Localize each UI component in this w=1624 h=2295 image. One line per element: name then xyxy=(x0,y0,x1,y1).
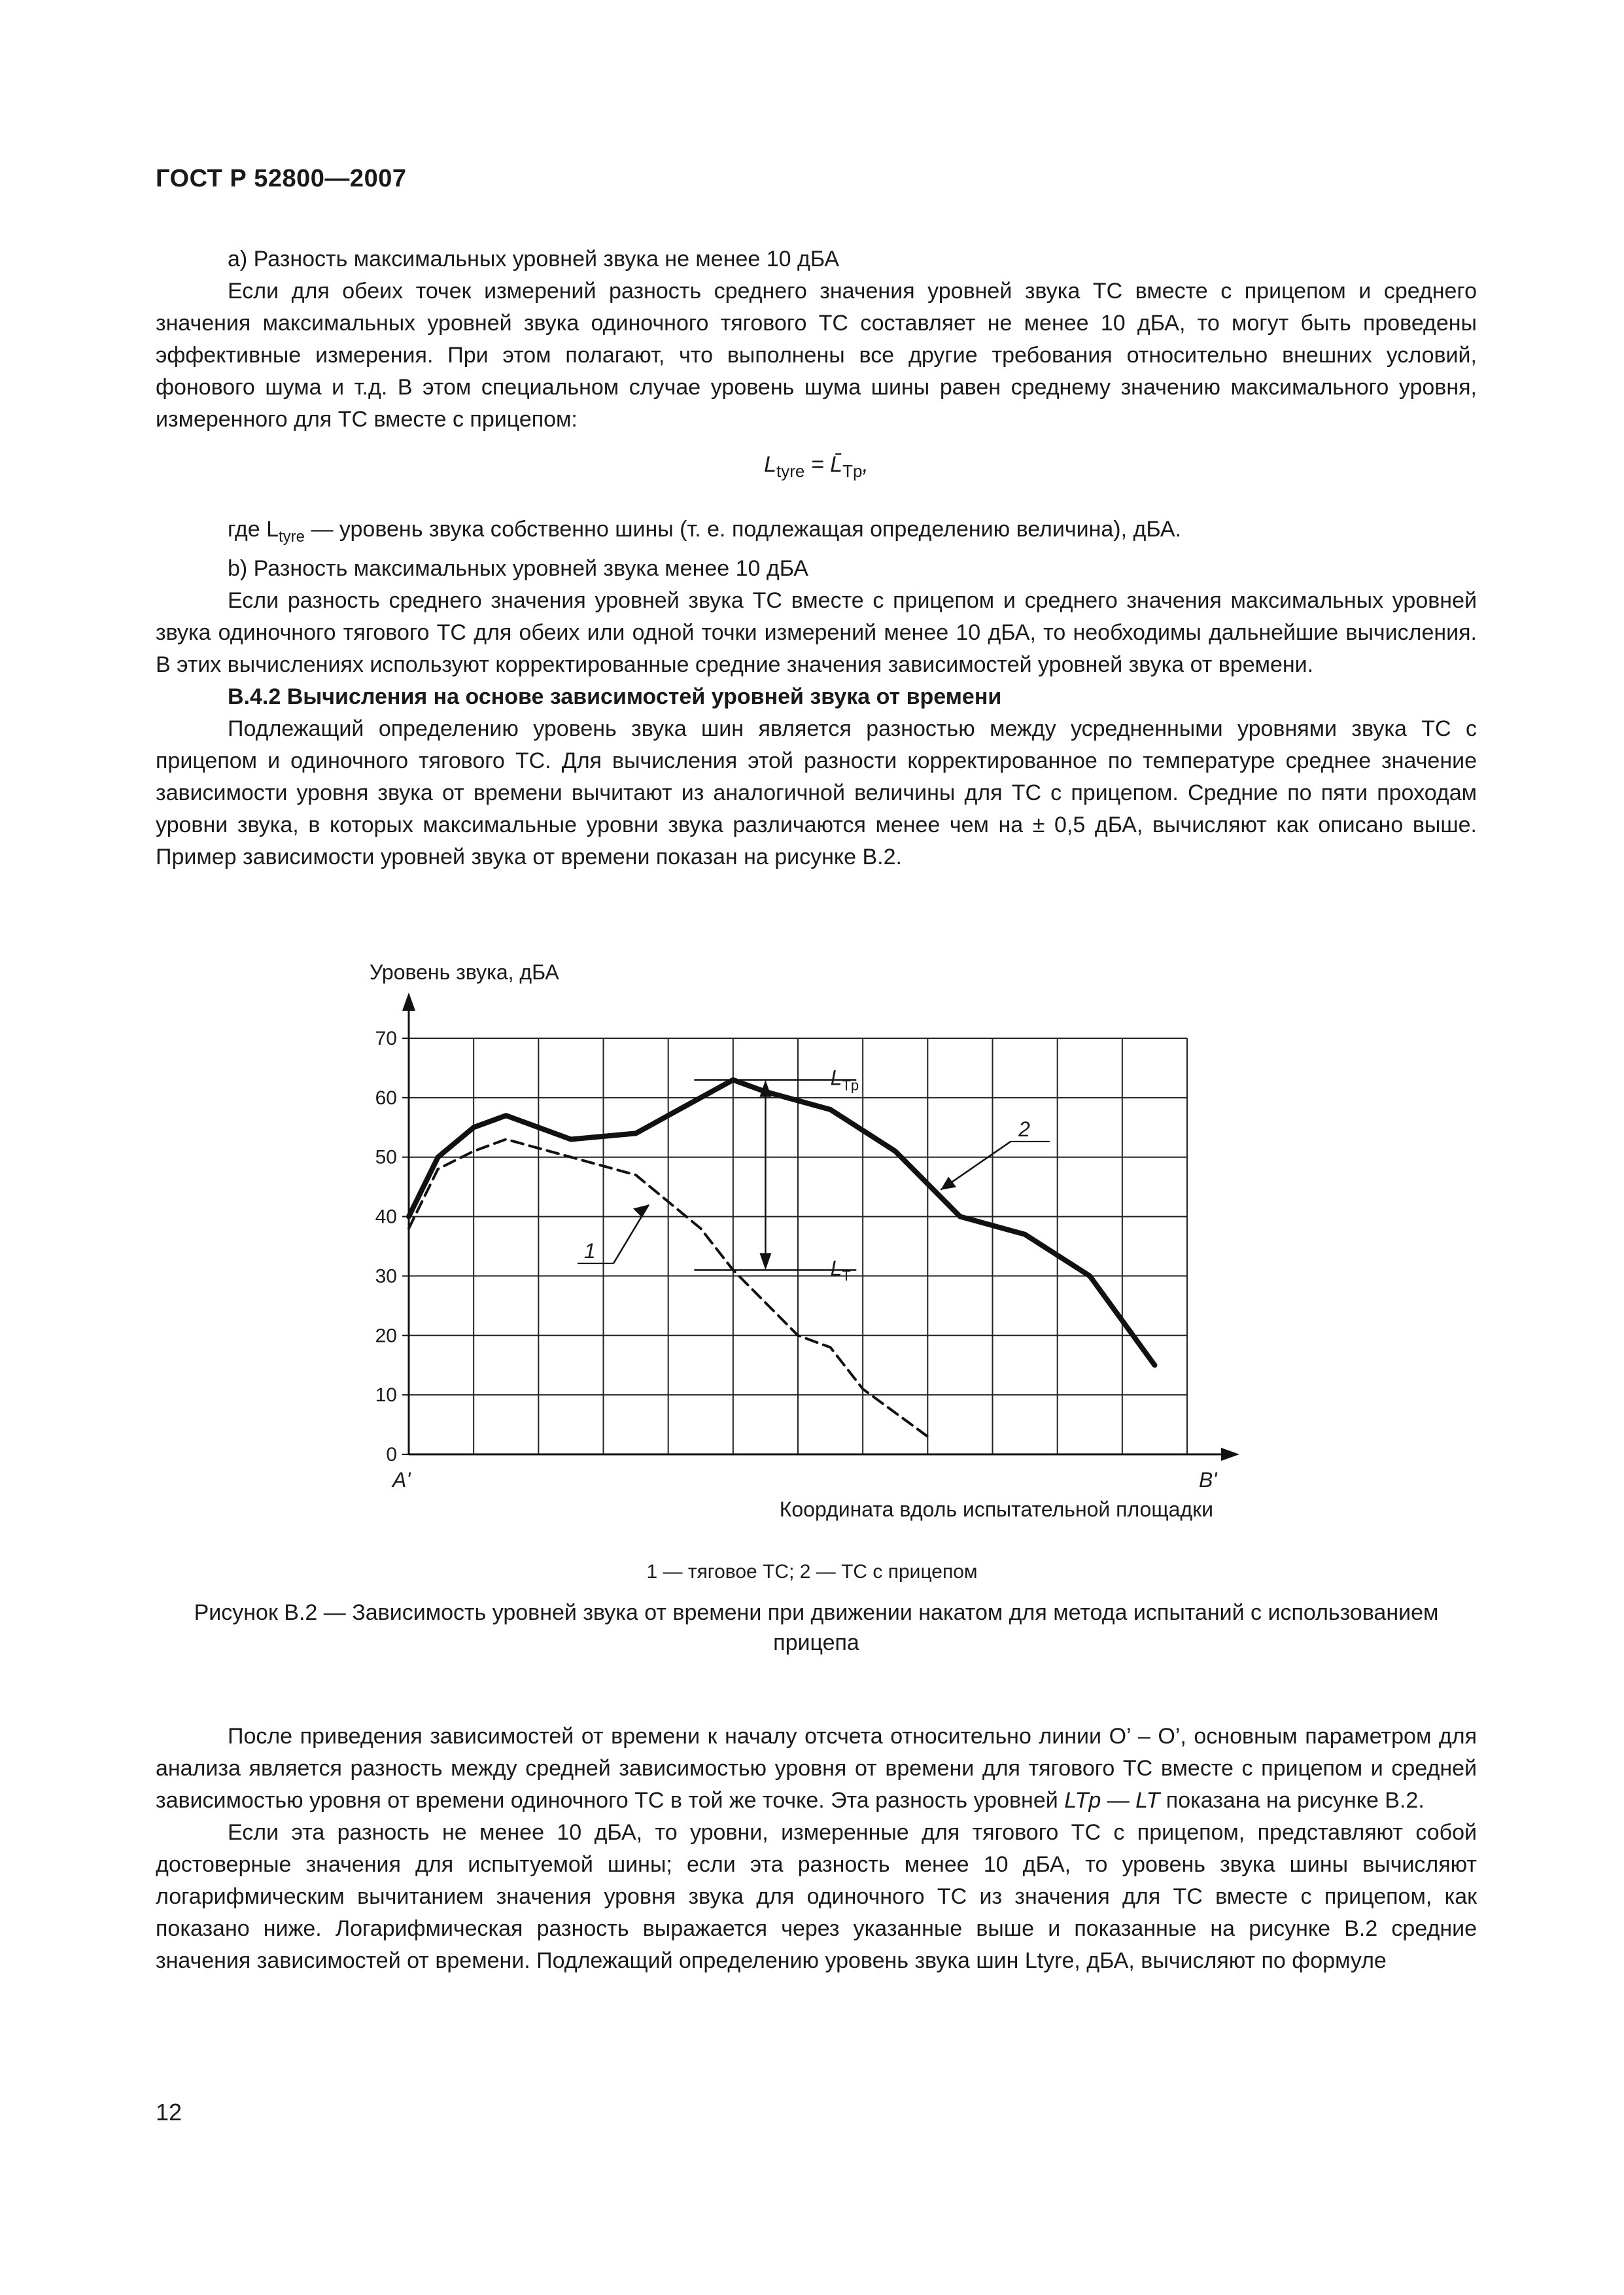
y-tick-label: 0 xyxy=(386,1444,397,1465)
series-label-1: 1 xyxy=(583,1239,596,1263)
page-number: 12 xyxy=(156,2099,182,2126)
figure-legend-caption: 1 — тяговое ТС; 2 — ТС с прицепом xyxy=(646,1561,978,1583)
section-b42-heading: В.4.2 Вычисления на основе зависимостей уровней звука от времени xyxy=(228,684,1002,709)
chart-annotations xyxy=(578,1066,1050,1284)
difference-arrow-bottom xyxy=(759,1253,771,1270)
y-tick-label: 70 xyxy=(375,1028,397,1049)
figure-b2-chart xyxy=(340,958,1321,1534)
where-line: где $L_{tyre}$ — уровень звука собственно шины (т. е. подлежащая определению величина), дБА. xyxy=(228,516,1182,546)
y-tick-label: 50 xyxy=(375,1146,397,1168)
closing-paragraph-1: После приведения зависимостей от времени к началу отсчета относительно линии O’ – O’, основным параметром для анализа является разность между средней зависимостью уровня от времени для тягового ТС вместе с прицепом и средней зависимостью уровня от времени одиночного ТС в той же точке. Эта разность уровней LTp — LT показана на рисунке В.2. xyxy=(156,1724,1477,1813)
section-a-heading: а) Разность максимальных уровней звука не менее 10 дБА xyxy=(228,247,840,272)
chart-x-end-label: B' xyxy=(1199,1468,1217,1492)
y-tick-label: 60 xyxy=(375,1087,397,1109)
x-axis-arrow xyxy=(1221,1448,1239,1461)
series-point-2 xyxy=(1025,1234,1026,1235)
closing-text-block xyxy=(156,1721,1477,1977)
annotation-label-Tp: $L_{Tp}$ xyxy=(830,1066,859,1094)
series-label-1-arrow xyxy=(633,1204,649,1218)
chart-x-start-label: A' xyxy=(392,1468,411,1492)
y-tick-label: 20 xyxy=(375,1325,397,1347)
series-label-2: 2 xyxy=(1018,1117,1030,1141)
series-point-1 xyxy=(830,1347,831,1348)
figure-title: Рисунок В.2 — Зависимость уровней звука от времени при движении накатом для метода испытаний с использованием прицепа xyxy=(194,1600,1439,1655)
chart-ticks xyxy=(375,1028,409,1465)
chart-svg xyxy=(340,958,1321,1534)
section-b42-text: Подлежащий определению уровень звука шин является разностью между усредненными уровнями звука ТС с прицепом и одиночного тягового ТС. Для вычисления этой разности корректированное по температуре среднее значение зависимости уровня звука от времени вычитают из аналогичной величины для ТС с прицепом. Средние по пяти проходам уровни звука, в которых максимальные уровни звука различаются менее чем на ± 0,5 дБА, вычисляют как описано выше. Пример зависимости уровней звука от времени показан на рисунке В.2. xyxy=(156,716,1477,869)
series-label-2-arrow xyxy=(941,1177,956,1190)
section-b-text: Если разность среднего значения уровней звука ТС вместе с прицепом и среднего значения максимальных уровней звука одиночного тягового ТС для обеих или одной точки измерений менее 10 дБА, то необходимы дальнейшие вычисления. В этих вычислениях используют корректированные средние значения зависимостей уровней звука от времени. xyxy=(156,587,1477,677)
series-point-2 xyxy=(570,1139,571,1140)
series-point-1 xyxy=(700,1228,701,1229)
closing-formula-diff: LTp — LT xyxy=(1064,1788,1160,1813)
series-point-2 xyxy=(959,1216,960,1217)
section-b-heading: b) Разность максимальных уровней звука менее 10 дБА xyxy=(228,555,808,581)
y-tick-label: 40 xyxy=(375,1206,397,1228)
top-text-block xyxy=(156,243,1477,873)
chart-xlabel: Координата вдоль испытательной площадки xyxy=(779,1498,1213,1521)
section-a-text: Если для обеих точек измерений разность среднего значения уровней звука ТС вместе с прицепом и среднего значения максимальных уровней звука одиночного тягового ТС составляет не менее 10 дБА, то могут быть проведены эффективные измерения. При этом полагают, что выполнены все другие требования относительно внешних условий, фонового шума и т.д. В этом специальном случае уровень шума шины равен среднему значению максимального уровня, измеренного для ТС вместе с прицепом: xyxy=(156,279,1477,432)
chart-axes xyxy=(402,992,1239,1461)
annotation-label-T: $L_T$ xyxy=(830,1256,851,1284)
y-tick-label: 10 xyxy=(375,1384,397,1407)
series-line-2 xyxy=(409,1080,1154,1365)
y-tick-label: 30 xyxy=(375,1265,397,1288)
y-axis-arrow xyxy=(402,992,415,1011)
chart-ylabel: Уровень звука, дБА xyxy=(370,960,559,984)
closing-paragraph-2: Если эта разность не менее 10 дБА, то уровни, измеренные для тягового ТС с прицепом, представляют собой достоверные значения для испытуемой шины; если эта разность менее 10 дБА, то уровень звука шины вычисляют логарифмическим вычитанием значения уровня звука для одиночного ТС из значения для ТС вместе с прицепом, как показано ниже. Логарифмическая разность выражается через указанные выше и показанные на рисунке В.2 средние значения зависимостей от времени. Подлежащий определению уровень звука шин Ltyre, дБА, вычисляют по формуле xyxy=(156,1820,1477,1973)
formula-ltyre: $L_{tyre}$ = $L̄_{Tp}$, xyxy=(764,452,869,481)
document-header: ГОСТ Р 52800—2007 xyxy=(156,165,407,192)
series-point-1 xyxy=(798,1335,799,1336)
chart-series xyxy=(409,1079,1155,1437)
series-point-1 xyxy=(927,1436,928,1437)
